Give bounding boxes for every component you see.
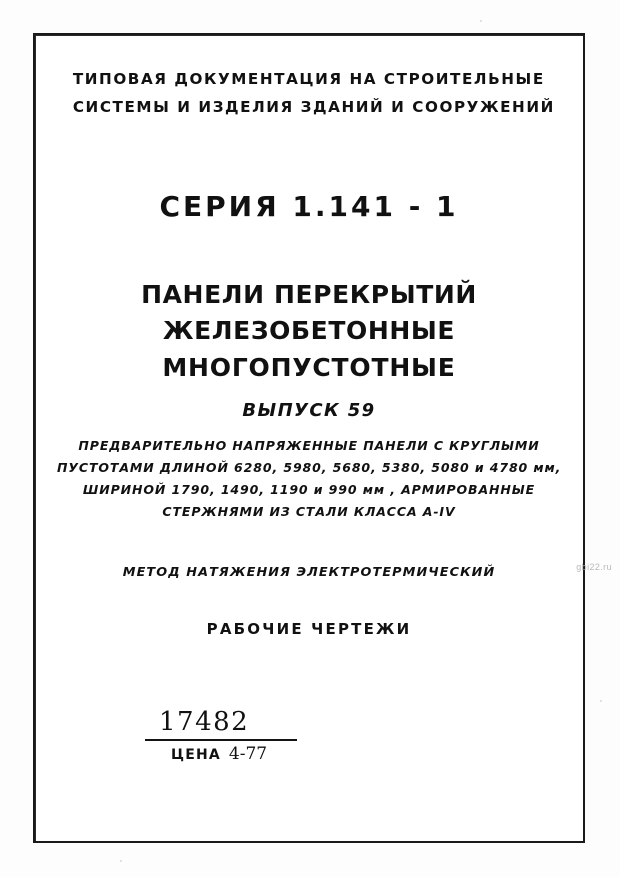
title-line-1: ПАНЕЛИ ПЕРЕКРЫТИЙ ЖЕЛЕЗОБЕТОННЫЕ bbox=[141, 280, 477, 345]
header-line-2: СИСТЕМЫ И ИЗДЕЛИЯ ЗДАНИЙ И СООРУЖЕНИЙ bbox=[72, 98, 555, 116]
title-block bbox=[35, 277, 583, 387]
description-line-1: ПРЕДВАРИТЕЛЬНО НАПРЯЖЕННЫЕ ПАНЕЛИ С КРУГЛЫМИ bbox=[78, 438, 540, 453]
scan-speck bbox=[600, 700, 602, 702]
document-code: 17482 bbox=[159, 707, 250, 737]
document-content bbox=[35, 35, 583, 841]
price-label: ЦЕНА bbox=[171, 746, 221, 763]
code-price-block bbox=[145, 707, 345, 764]
code-underline bbox=[145, 739, 297, 741]
price-value: 4-77 bbox=[228, 743, 268, 764]
description-block bbox=[35, 435, 583, 523]
watermark-text: gbi22.ru bbox=[576, 562, 612, 572]
issue-number: ВЫПУСК 59 bbox=[242, 400, 376, 421]
description-line-3: ШИРИНОЙ 1790, 1490, 1190 и 990 мм , АРМИРОВАННЫЕ bbox=[82, 482, 536, 497]
method-line: МЕТОД НАТЯЖЕНИЯ ЭЛЕКТРОТЕРМИЧЕСКИЙ bbox=[122, 565, 496, 580]
header-block bbox=[35, 65, 583, 121]
description-line-4: СТЕРЖНЯМИ ИЗ СТАЛИ КЛАССА A-IV bbox=[162, 504, 456, 519]
price-row bbox=[145, 744, 345, 764]
drawings-line: РАБОЧИЕ ЧЕРТЕЖИ bbox=[206, 620, 412, 638]
scan-speck bbox=[480, 20, 482, 22]
scan-speck bbox=[120, 860, 122, 862]
description-line-2: ПУСТОТАМИ ДЛИНОЙ 6280, 5980, 5680, 5380, 5080 и 4780 мм, bbox=[57, 460, 562, 475]
title-line-2: МНОГОПУСТОТНЫЕ bbox=[162, 353, 456, 382]
header-line-1: ТИПОВАЯ ДОКУМЕНТАЦИЯ НА СТРОИТЕЛЬНЫЕ bbox=[72, 70, 545, 88]
series-number: СЕРИЯ 1.141 - 1 bbox=[159, 190, 459, 223]
document-border-frame bbox=[33, 33, 585, 843]
